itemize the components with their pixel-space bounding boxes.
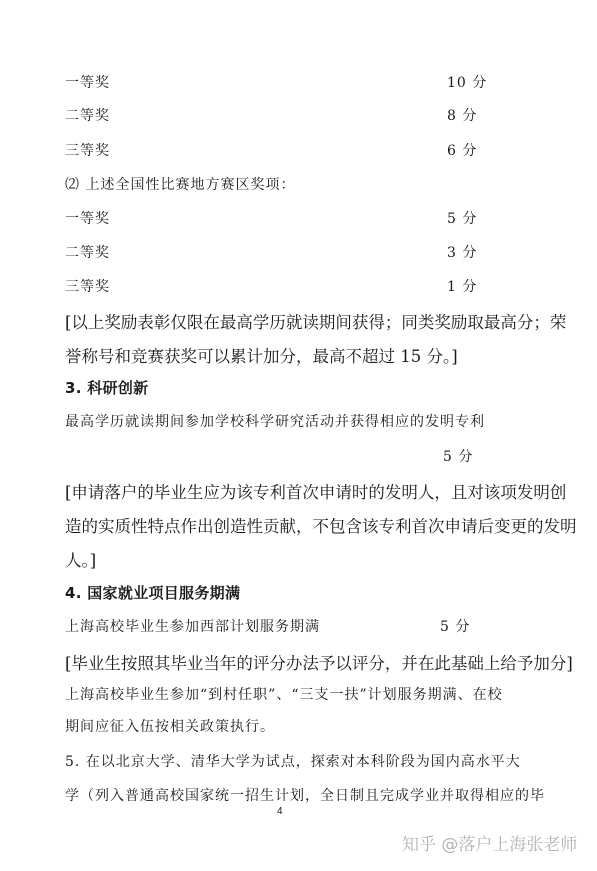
award-points: 8 分 — [447, 108, 478, 124]
section-note-line: [毕业生按照其毕业当年的评分办法予以评分，并在此基础上给予加分] — [65, 654, 573, 673]
award-points: 6 分 — [447, 143, 478, 159]
section-heading: 4. 国家就业项目服务期满 — [65, 584, 241, 602]
section-note-line: 造的实质性特点作出创造性贡献，不包含该专利首次申请后变更的发明 — [65, 517, 577, 536]
section-note-line: 人。] — [65, 551, 97, 570]
award-label: 一等奖 — [65, 75, 110, 91]
section-points: 5 分 — [440, 619, 471, 635]
award-points: 10 分 — [447, 75, 488, 91]
award-points: 3 分 — [447, 245, 478, 261]
award-label: 三等奖 — [65, 143, 110, 159]
regional-heading: ⑵ 上述全国性比赛地方赛区奖项： — [65, 177, 296, 193]
section-desc: 上海高校毕业生参加西部计划服务期满 — [65, 619, 320, 635]
watermark: 知乎 @落户上海张老师 — [402, 835, 578, 855]
section-desc: 最高学历就读期间参加学校科学研究活动并获得相应的发明专利 — [65, 414, 485, 430]
award-label: 二等奖 — [65, 245, 110, 261]
awards-note-line: 誉称号和竞赛获奖可以累计加分，最高不超过 15 分。] — [65, 347, 458, 366]
page-number: 4 — [277, 806, 283, 817]
section-points: 5 分 — [443, 449, 474, 465]
section-paragraph-line: 期间应征入伍按相关政策执行。 — [65, 719, 275, 735]
award-label: 二等奖 — [65, 108, 110, 124]
award-points: 5 分 — [447, 211, 478, 227]
section-paragraph-line: 上海高校毕业生参加“到村任职”、“三支一扶”计划服务期满、在校 — [65, 687, 503, 703]
section5-line: 学（列入普通高校国家统一招生计划，全日制且完成学业并取得相应的毕 — [65, 788, 545, 804]
award-label: 三等奖 — [65, 279, 110, 295]
award-label: 一等奖 — [65, 211, 110, 227]
section-heading: 3. 科研创新 — [65, 379, 149, 397]
awards-note-line: [以上奖励表彰仅限在最高学历就读期间获得；同类奖励取最高分；荣 — [65, 313, 567, 332]
section-note-line: [申请落户的毕业生应为该专利首次申请时的发明人，且对该项发明创 — [65, 483, 567, 502]
section5-line: 5. 在以北京大学、清华大学为试点，探索对本科阶段为国内高水平大 — [65, 754, 521, 770]
award-points: 1 分 — [447, 279, 478, 295]
